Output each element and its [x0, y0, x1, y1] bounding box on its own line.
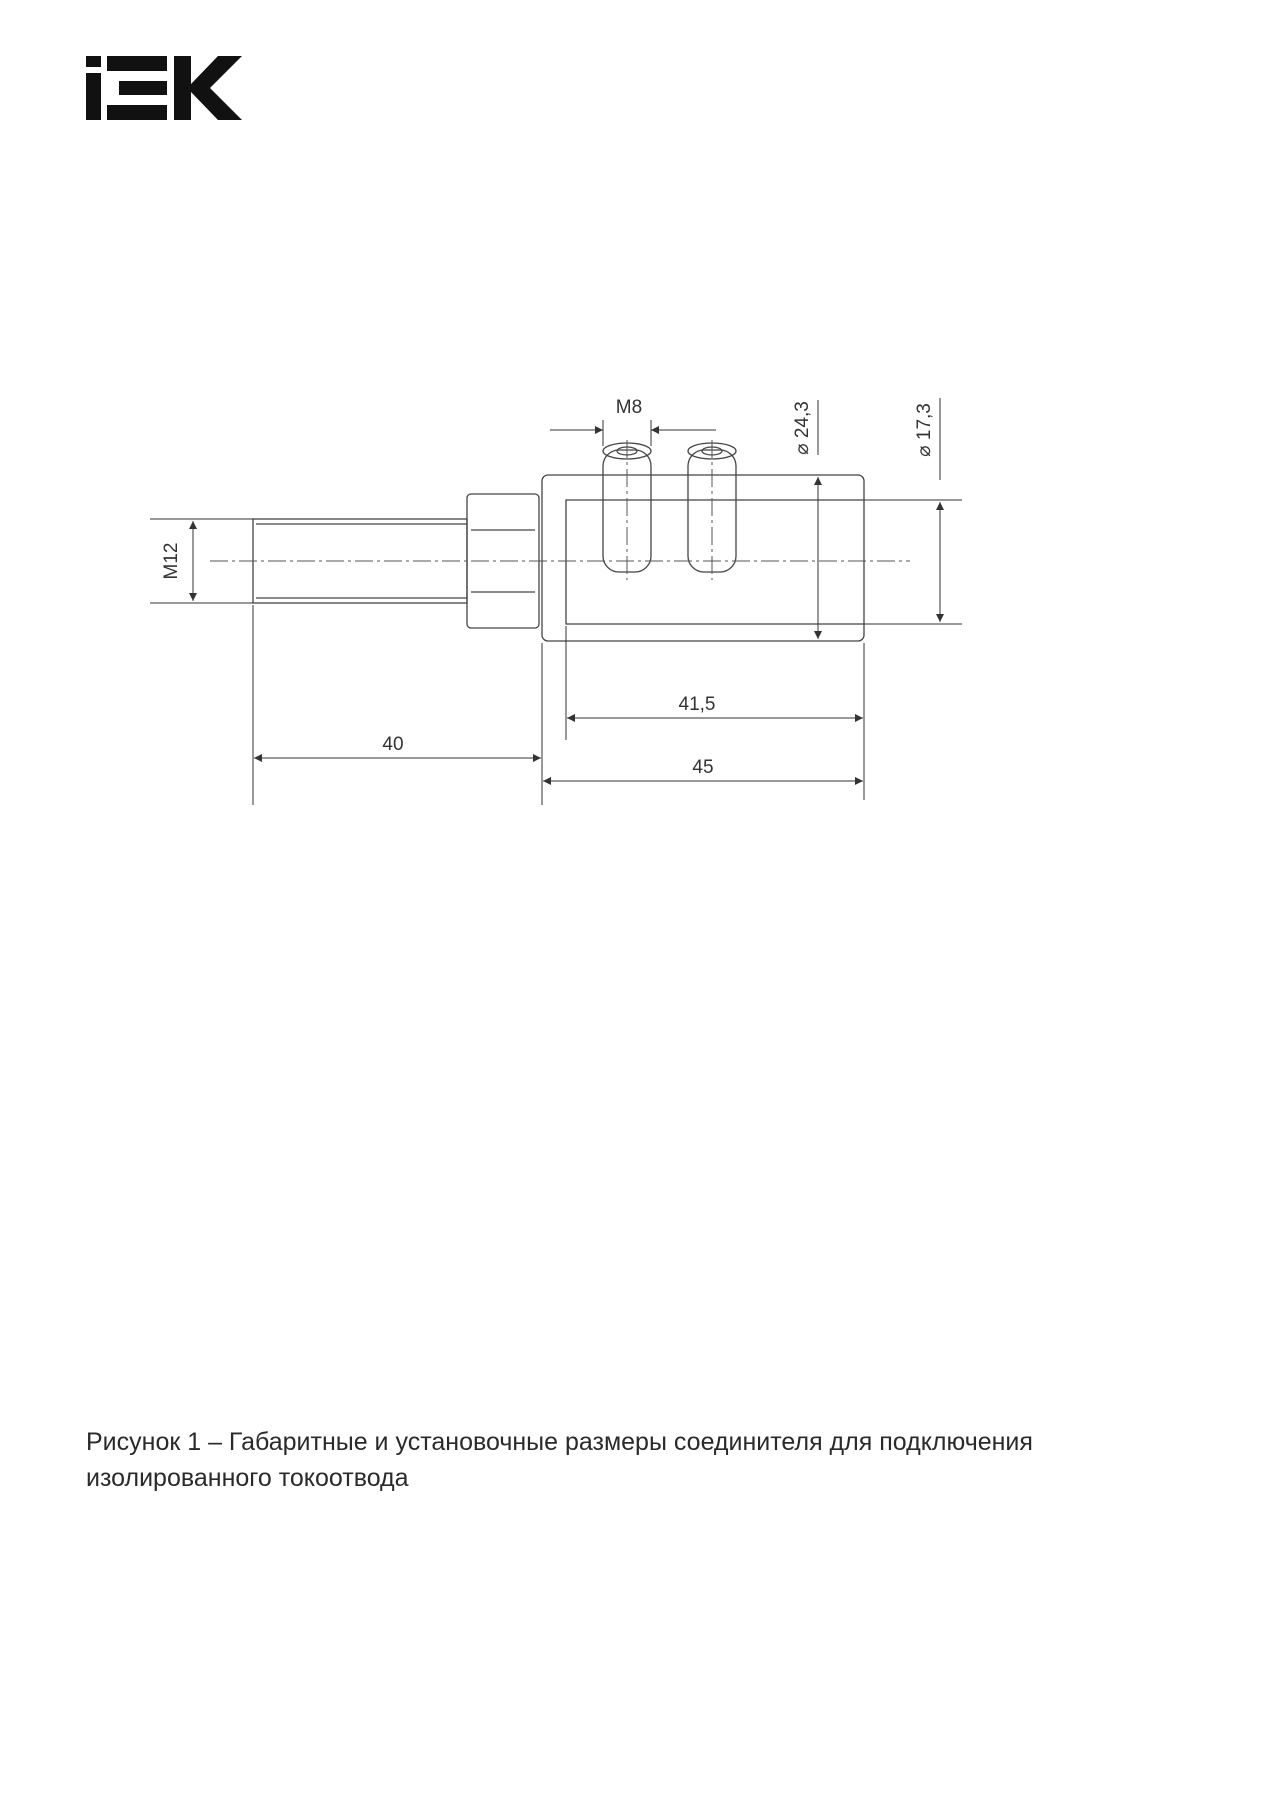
dim-diameter-24-3: ⌀ 24,3 [792, 401, 813, 455]
dim-m8: M8 [615, 397, 643, 418]
caption-line-2: изолированного токоотвода [86, 1464, 409, 1492]
figure-caption [86, 1424, 1086, 1496]
dim-m12: M12 [161, 542, 182, 580]
caption-line-1: Рисунок 1 – Габаритные и установочные размеры соединителя для подключения [86, 1428, 1033, 1456]
dim-diameter-17-3: ⌀ 17,3 [914, 403, 935, 457]
connector-dimension-drawing [0, 380, 1280, 820]
dim-45: 45 [692, 757, 714, 778]
inner-bore [566, 500, 864, 624]
dim-40: 40 [382, 734, 404, 755]
iek-logo [86, 56, 242, 120]
dim-41-5: 41,5 [678, 694, 716, 715]
